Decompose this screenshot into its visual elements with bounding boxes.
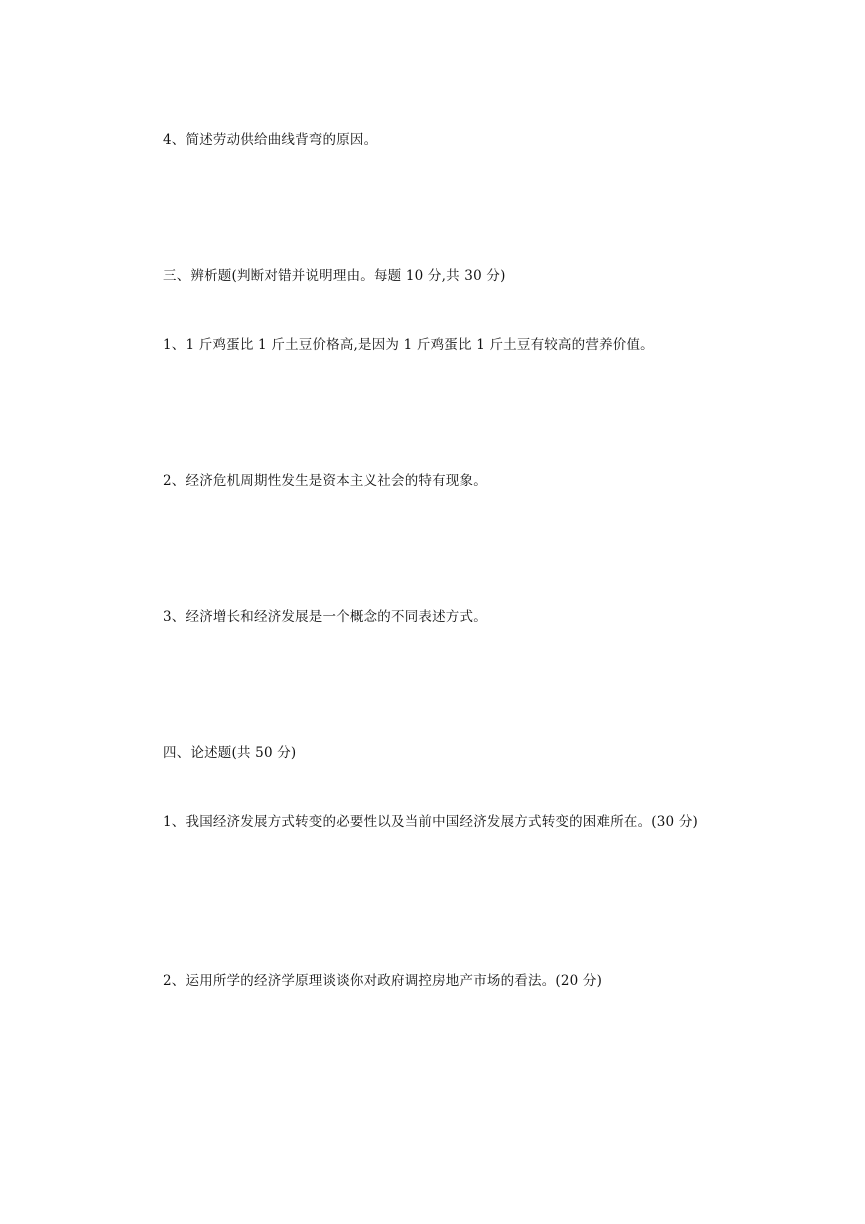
section-three-item-2: 2、经济危机周期性发生是资本主义社会的特有现象。: [163, 473, 487, 489]
section-three-item-1: 1、1 斤鸡蛋比 1 斤土豆价格高,是因为 1 斤鸡蛋比 1 斤土豆有较高的营养价值。: [163, 337, 654, 353]
section-three-item-3: 3、经济增长和经济发展是一个概念的不同表述方式。: [163, 609, 487, 625]
question-short-answer-4: 4、简述劳动供给曲线背弯的原因。: [163, 132, 378, 148]
section-three-heading: 三、辨析题(判断对错并说明理由。每题 10 分,共 30 分): [163, 268, 506, 284]
section-four-item-1: 1、我国经济发展方式转变的必要性以及当前中国经济发展方式转变的困难所在。(30 分): [163, 814, 698, 830]
section-four-heading: 四、论述题(共 50 分): [163, 745, 297, 761]
section-four-item-2: 2、运用所学的经济学原理谈谈你对政府调控房地产市场的看法。(20 分): [163, 973, 603, 989]
